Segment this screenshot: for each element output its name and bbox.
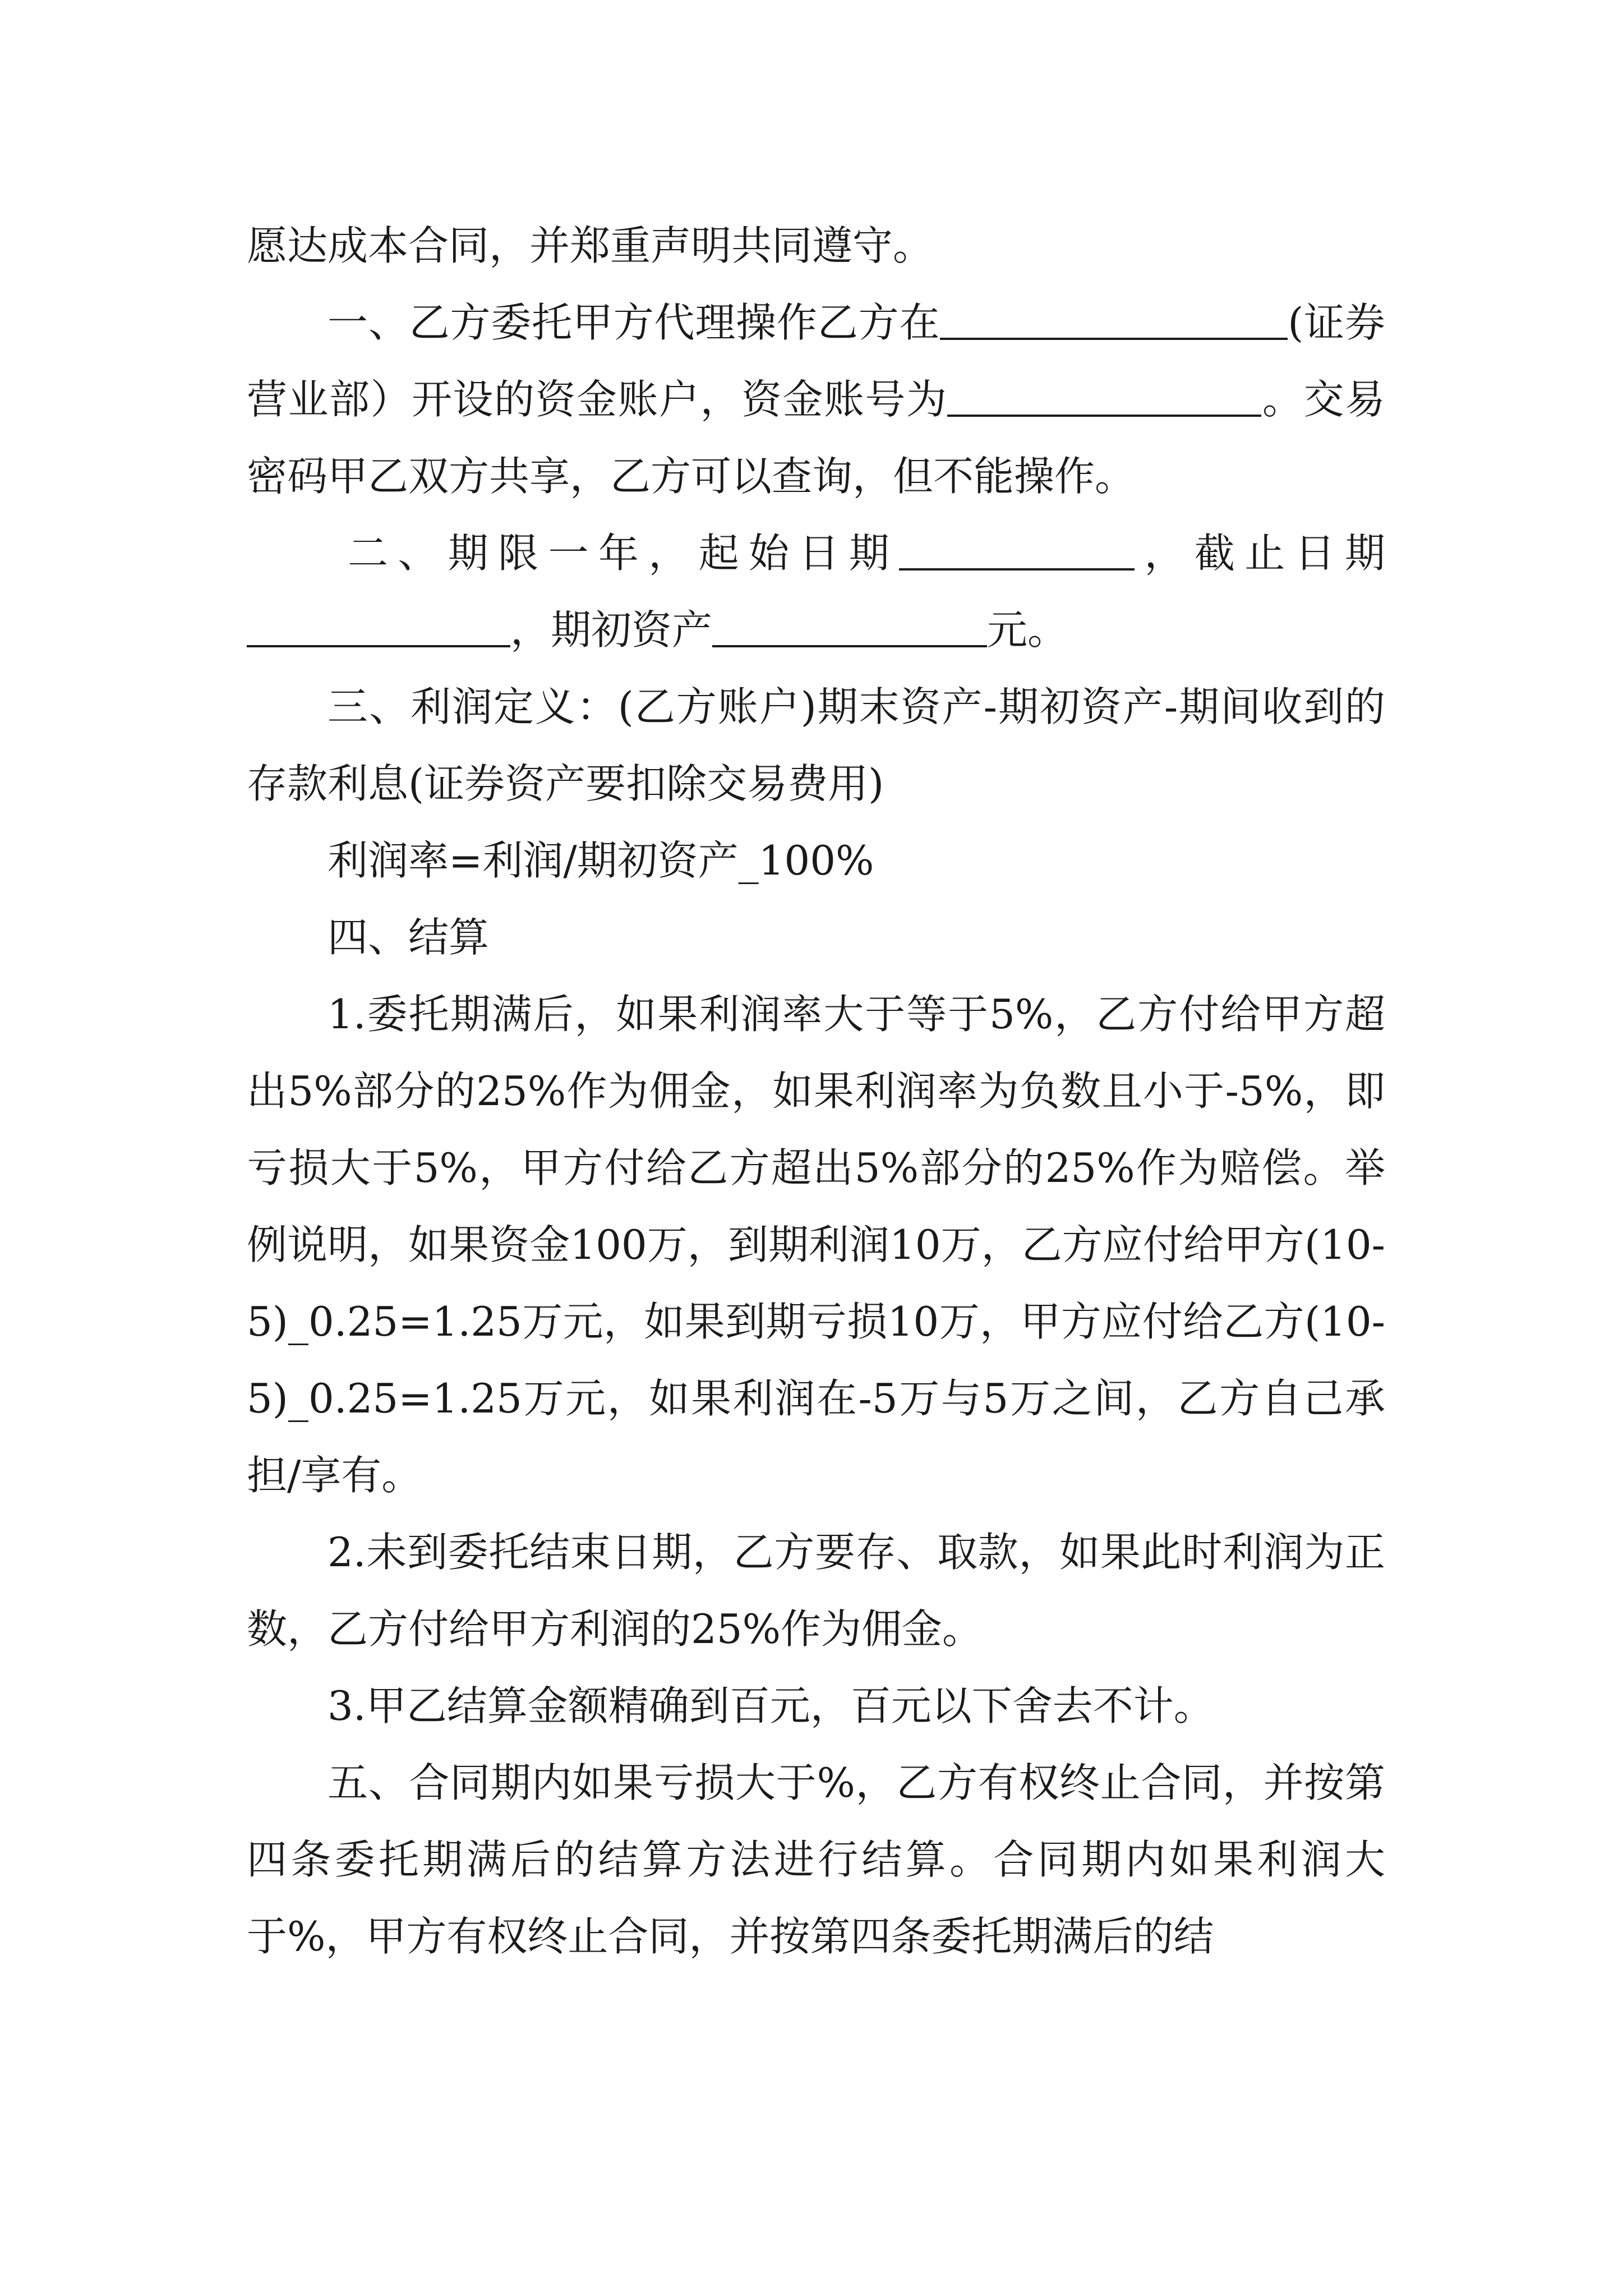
item-text: 3.甲乙结算金额精确到百元，百元以下舍去不计。 (328, 1682, 1214, 1729)
paragraph-text: 愿达成本合同，并郑重声明共同遵守。 (247, 222, 934, 269)
clause-2-text-a: 二、期限一年，起始日期 (348, 530, 900, 577)
clause-2-text-c: ，期初资产 (510, 606, 713, 654)
securities-branch-blank (940, 298, 1288, 340)
clause-1-text-a: 一、乙方委托甲方代理操作乙方在 (328, 299, 940, 346)
paragraph-intro-end (247, 208, 1385, 284)
clause-3-paragraph (247, 669, 1385, 822)
clause-4-item-1 (247, 976, 1385, 1514)
clause-2-paragraph (247, 515, 1385, 669)
clause-1-paragraph (247, 284, 1385, 515)
clause-4-item-3 (247, 1668, 1385, 1745)
clause-5-paragraph (247, 1745, 1385, 1975)
item-text: 1.委托期满后，如果利润率大于等于5%，乙方付给甲方超出5%部分的25%作为佣金，如果利润率为负数且小于-5%，即亏损大于5%，甲方付给乙方超出5%部分的25%作为赔偿。举例说明，如果资金100万，到期利润10万，乙方应付给甲方(10-5)_0.25=1.25万元，如果到期亏损10万，甲方应付给乙方(10-5)_0.25=1.25万元，如果利润在-5万与5万之间，乙方自己承担/享有。 (247, 991, 1385, 1499)
clause-1-text-c: 。交易密码甲乙双方共享，乙方可以查询，但不能操作。 (247, 376, 1385, 500)
initial-assets-blank (712, 606, 987, 647)
heading-text: 四、结算 (328, 914, 490, 961)
contract-body (247, 208, 1385, 1975)
item-text: 2.未到委托结束日期，乙方要存、取款，如果此时利润为正数，乙方付给甲方利润的25%作为佣金。 (247, 1529, 1385, 1653)
start-date-blank (899, 529, 1135, 570)
clause-2-text-b: ，截止日期 (1135, 530, 1385, 577)
clause-4-heading (247, 899, 1385, 976)
formula-text: 利润率=利润/期初资产_100% (328, 837, 874, 884)
clause-4-item-2 (247, 1514, 1385, 1668)
profit-rate-formula (247, 822, 1385, 899)
end-date-blank (247, 606, 510, 647)
clause-5-text: 五、合同期内如果亏损大于%，乙方有权终止合同，并按第四条委托期满后的结算方法进行结算。合同期内如果利润大于%，甲方有权终止合同，并按第四条委托期满后的结 (247, 1759, 1385, 1960)
clause-3-text: 三、利润定义：(乙方账户)期末资产-期初资产-期间收到的存款利息(证券资产要扣除交易费用) (247, 683, 1385, 807)
account-number-blank (947, 375, 1261, 417)
clause-2-text-d: 元。 (987, 606, 1068, 654)
clause-1-text-b: (证券营业部）开设的资金账户，资金账号为 (247, 299, 1385, 423)
